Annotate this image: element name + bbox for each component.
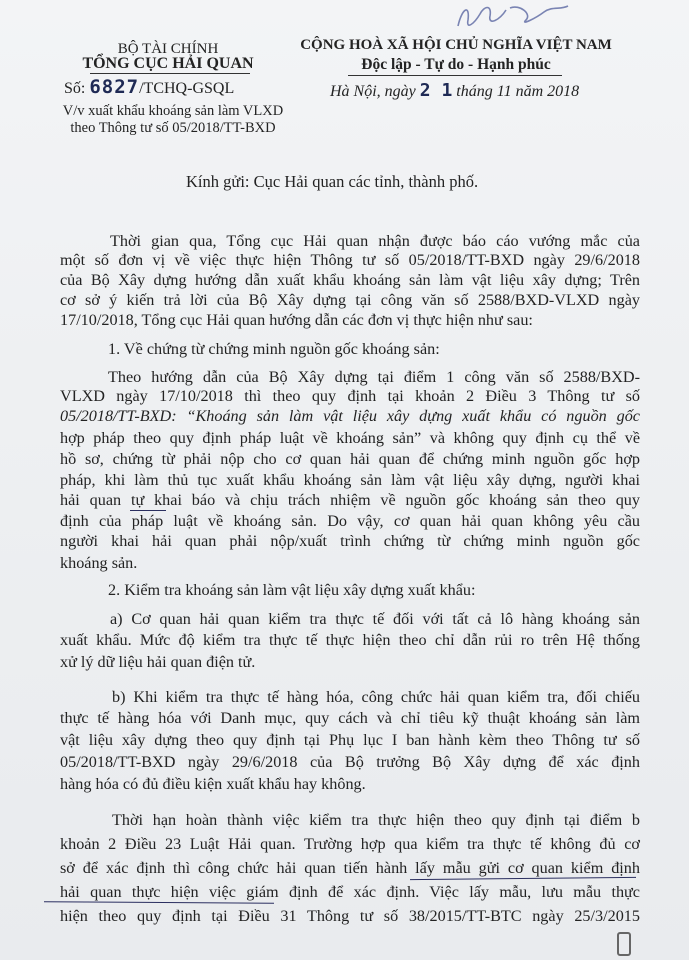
paragraph-line: hiện theo quy định tại Điều 31 Thông tư số 38/2015/TT-BTC ngày 25/3/2015	[60, 907, 640, 925]
paragraph-line: vật liệu xây dựng theo quy định tại Phụ lục I ban hành kèm theo Thông tư số	[60, 731, 640, 749]
paragraph-line: xử lý dữ liệu hải quan điện tử.	[60, 653, 256, 671]
paragraph-line: VLXD ngày 17/10/2018 thì theo quy định tại khoản 2 Điều 3 Thông tư số	[60, 387, 640, 405]
ministry-name: BỘ TÀI CHÍNH	[117, 41, 219, 57]
document-number: Số: 6827/TCHQ-GSQL	[64, 76, 235, 98]
recipient-line: Kính gửi: Cục Hải quan các tỉnh, thành phố.	[186, 172, 479, 191]
paragraph-line: khoáng sản.	[60, 554, 138, 572]
section-heading-1: 1. Về chứng từ chứng minh nguồn gốc khoáng sản:	[108, 340, 440, 358]
paragraph-line: 05/2018/TT-BXD: “Khoáng sản làm vật liệu xây dựng xuất khẩu có nguồn gốc	[60, 407, 640, 425]
paragraph-line: pháp, khi làm thủ tục xuất khẩu khoáng sản làm vật liệu xây dựng, người khai	[60, 471, 640, 489]
handwritten-day: 2 1	[419, 80, 453, 101]
agency-name: TỔNG CỤC HẢI QUAN	[82, 55, 254, 72]
ink-underline	[44, 901, 274, 904]
paragraph-line: khoản 2 Điều 23 Luật Hải quan. Trường hợp qua kiểm tra thực tế không đủ cơ	[60, 835, 640, 853]
paragraph-line: b) Khi kiểm tra thực tế hàng hóa, công chức hải quan kiểm tra, đối chiếu	[112, 688, 640, 706]
paragraph-line: định của pháp luật về khoáng sản. Do vậy, cơ quan hải quan không yêu cầu	[60, 512, 640, 530]
section-heading-2: 2. Kiểm tra khoáng sản làm vật liệu xây dựng xuất khẩu:	[108, 581, 476, 599]
paragraph-line: thực tế hàng hóa với Danh mục, quy cách và chỉ tiêu kỹ thuật khoáng sản làm	[60, 709, 640, 727]
subject-line-2: theo Thông tư số 05/2018/TT-BXD	[70, 120, 276, 136]
handwritten-number: 6827	[89, 76, 140, 98]
paragraph-line: a) Cơ quan hải quan kiểm tra thực tế đối với tất cả lô hàng khoáng sản	[110, 610, 640, 628]
handwritten-annotation	[440, 0, 620, 34]
paragraph-line: cơ sở ý kiến trả lời của Bộ Xây dựng tại công văn số 2588/BXD-VLXD ngày	[60, 291, 640, 309]
agency-underline	[90, 73, 250, 74]
paragraph-line: Theo hướng dẫn của Bộ Xây dựng tại điểm 1 công văn số 2588/BXD-	[108, 368, 640, 386]
paragraph-line: 05/2018/TT-BXD ngày 29/6/2018 của Bộ trưởng Bộ Xây dựng để xác định	[60, 753, 640, 771]
paragraph-line: một số đơn vị về việc thực hiện Thông tư số 05/2018/TT-BXD ngày 29/6/2018	[60, 251, 640, 269]
page-corner-mark	[617, 932, 631, 956]
paragraph-line: sở để xác định thì công chức hải quan tiến hành lấy mẫu gửi cơ quan kiểm định	[60, 859, 640, 877]
paragraph-line: Thời gian qua, Tổng cục Hải quan nhận được báo cáo vướng mắc của	[110, 232, 640, 250]
paragraph-line: 17/10/2018, Tổng cục Hải quan hướng dẫn các đơn vị thực hiện như sau:	[60, 311, 533, 329]
paragraph-line: Thời hạn hoàn thành việc kiểm tra thực hiện theo quy định tại điểm b	[112, 811, 640, 829]
motto-underline	[348, 75, 562, 76]
paragraph-line: hàng hóa có đủ điều kiện xuất khẩu hay không.	[60, 775, 366, 793]
paragraph-line: hợp pháp theo quy định pháp luật về khoáng sản” và không quy định cụ thể về	[60, 429, 640, 447]
paragraph-line: người khai hải quan phải nộp/xuất trình chứng từ chứng minh nguồn gốc	[60, 532, 640, 550]
paragraph-line: hải quan thực hiện việc giám định để xác định. Việc lấy mẫu, lưu mẫu thực	[60, 883, 640, 901]
paragraph-line: xuất khẩu. Mức độ kiểm tra thực tế thực hiện theo chỉ dẫn rủi ro trên Hệ thống	[60, 631, 640, 649]
paragraph-line: hồ sơ, chứng từ phải nộp cho cơ quan hải quan để chứng minh nguồn gốc hợp	[60, 450, 640, 468]
paragraph-line: của Bộ Xây dựng hướng dẫn xuất khẩu khoáng sản làm vật liệu xây dựng; Trên	[60, 271, 640, 289]
issue-date: Hà Nội, ngày 2 1 tháng 11 năm 2018	[330, 80, 580, 101]
national-motto: Độc lập - Tự do - Hạnh phúc	[361, 56, 551, 73]
subject-line-1: V/v xuất khẩu khoáng sản làm VLXD	[62, 103, 284, 119]
country-name: CỘNG HOÀ XÃ HỘI CHỦ NGHĨA VIỆT NAM	[300, 37, 612, 53]
ink-mark	[130, 510, 166, 511]
paragraph-line: hải quan tự khai báo và chịu trách nhiệm về nguồn gốc khoáng sản theo quy	[60, 491, 640, 509]
